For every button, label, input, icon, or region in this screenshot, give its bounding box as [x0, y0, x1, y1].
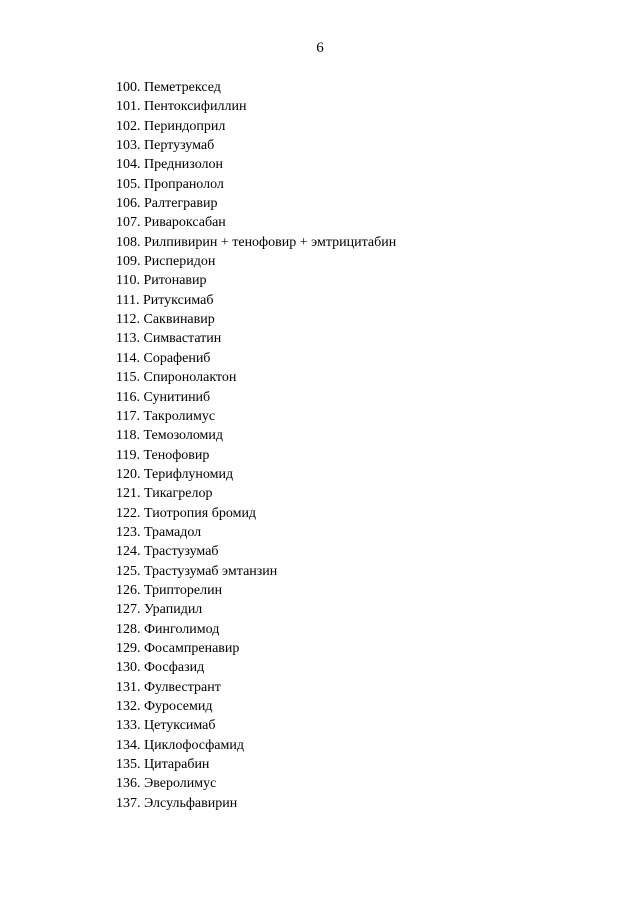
list-item-number: 107. — [116, 215, 141, 231]
list-item — [116, 523, 396, 542]
list-item — [116, 658, 396, 677]
list-item-drug-name: Трамадол — [144, 524, 202, 540]
page-number: 6 — [316, 40, 324, 56]
list-item-number: 105. — [116, 176, 141, 192]
list-item — [116, 78, 396, 97]
list-item-number: 124. — [116, 544, 141, 560]
list-item — [116, 175, 396, 194]
list-item — [116, 639, 396, 658]
list-item-number: 114. — [116, 350, 140, 366]
list-item-drug-name: Пропранолол — [144, 176, 224, 192]
list-item — [116, 678, 396, 697]
list-item-number: 118. — [116, 428, 140, 444]
list-item-drug-name: Трастузумаб эмтанзин — [144, 563, 278, 579]
list-item-number: 130. — [116, 660, 141, 676]
list-item-number: 121. — [116, 486, 141, 502]
list-item — [116, 368, 396, 387]
list-item-number: 119. — [116, 447, 140, 463]
list-item-number: 136. — [116, 776, 141, 792]
list-item — [116, 600, 396, 619]
list-item-number: 106. — [116, 196, 141, 212]
list-item — [116, 271, 396, 290]
list-item-drug-name: Рилпивирин + тенофовир + эмтрицитабин — [144, 234, 397, 250]
list-item-drug-name: Урапидил — [144, 602, 203, 618]
list-item-drug-name: Темозоломид — [143, 428, 224, 444]
list-item-number: 126. — [116, 582, 141, 598]
list-item-drug-name: Циклофосфамид — [144, 737, 244, 753]
list-item — [116, 97, 396, 116]
list-item-number: 131. — [116, 679, 141, 695]
list-item — [116, 465, 396, 484]
list-item-drug-name: Фулвестрант — [144, 679, 221, 695]
list-item-number: 123. — [116, 524, 141, 540]
list-item — [116, 213, 396, 232]
list-item-drug-name: Ривароксабан — [144, 215, 226, 231]
list-item-number: 111. — [116, 292, 140, 308]
list-item — [116, 329, 396, 348]
list-item-number: 112. — [116, 312, 140, 328]
list-item — [116, 349, 396, 368]
list-item-drug-name: Тикагрелор — [144, 486, 213, 502]
list-item-number: 103. — [116, 138, 141, 154]
list-item-number: 113. — [116, 331, 140, 347]
list-item — [116, 291, 396, 310]
list-item — [116, 620, 396, 639]
list-item-number: 120. — [116, 466, 141, 482]
list-item — [116, 484, 396, 503]
list-item-drug-name: Ралтегравир — [144, 196, 218, 212]
list-item-number: 129. — [116, 640, 141, 656]
list-item-drug-name: Цитарабин — [144, 757, 210, 773]
list-item — [116, 755, 396, 774]
list-item-number: 135. — [116, 757, 141, 773]
list-item — [116, 136, 396, 155]
list-item-drug-name: Элсульфавирин — [144, 795, 238, 811]
list-item — [116, 794, 396, 813]
list-item — [116, 310, 396, 329]
list-item — [116, 155, 396, 174]
list-item-drug-name: Финголимод — [144, 621, 220, 637]
list-item-number: 102. — [116, 118, 141, 134]
list-item-drug-name: Рисперидон — [144, 254, 216, 270]
list-item — [116, 233, 396, 252]
list-item-number: 128. — [116, 621, 141, 637]
list-item-drug-name: Пертузумаб — [144, 138, 215, 154]
list-item-number: 122. — [116, 505, 141, 521]
list-item-drug-name: Трипторелин — [144, 582, 223, 598]
list-item-number: 132. — [116, 699, 141, 714]
list-item-drug-name: Периндоприл — [144, 118, 226, 134]
list-item-drug-name: Фосампренавир — [144, 640, 240, 656]
list-item-drug-name: Фуросемид — [144, 699, 213, 714]
list-item — [116, 697, 396, 716]
list-item-drug-name: Симвастатин — [143, 331, 222, 347]
list-item — [116, 716, 396, 735]
list-item-number: 110. — [116, 273, 140, 289]
list-item-number: 101. — [116, 99, 141, 115]
list-item-number: 109. — [116, 254, 141, 270]
list-item — [116, 774, 396, 793]
list-item — [116, 194, 396, 213]
list-item — [116, 117, 396, 136]
list-item — [116, 736, 396, 755]
list-item-number: 117. — [116, 408, 140, 424]
list-item-number: 134. — [116, 737, 141, 753]
list-item-drug-name: Тиотропия бромид — [144, 505, 257, 521]
list-item-drug-name: Преднизолон — [144, 157, 223, 173]
list-item-drug-name: Эверолимус — [144, 776, 217, 792]
list-item — [116, 504, 396, 523]
list-item-drug-name: Сорафениб — [143, 350, 211, 366]
list-item-number: 115. — [116, 370, 140, 386]
list-item-drug-name: Фосфазид — [144, 660, 205, 676]
list-item-number: 108. — [116, 234, 141, 250]
list-item-number: 137. — [116, 795, 141, 811]
list-item — [116, 407, 396, 426]
list-item-drug-name: Ритонавир — [143, 273, 207, 289]
list-item-drug-name: Сунитиниб — [143, 389, 211, 405]
list-item-drug-name: Тенофовир — [143, 447, 210, 463]
list-item-number: 127. — [116, 602, 141, 618]
list-item-drug-name: Ритуксимаб — [142, 292, 214, 308]
list-item — [116, 446, 396, 465]
list-item — [116, 581, 396, 600]
list-item-drug-name: Цетуксимаб — [144, 718, 216, 734]
list-item-drug-name: Пентоксифиллин — [144, 99, 247, 115]
list-item-number: 100. — [116, 80, 141, 95]
list-item-drug-name: Пеметрексед — [144, 80, 221, 95]
list-item-number: 133. — [116, 718, 141, 734]
list-item — [116, 252, 396, 271]
list-item-drug-name: Саквинавир — [143, 312, 215, 328]
list-item-number: 125. — [116, 563, 141, 579]
list-item — [116, 426, 396, 445]
list-item-drug-name: Трастузумаб — [144, 544, 219, 560]
list-item-number: 116. — [116, 389, 140, 405]
list-item — [116, 388, 396, 407]
list-item-drug-name: Терифлуномид — [144, 466, 234, 482]
list-item — [116, 542, 396, 561]
list-item-number: 104. — [116, 157, 141, 173]
list-item — [116, 562, 396, 581]
list-item-drug-name: Спиронолактон — [143, 370, 237, 386]
list-item-drug-name: Такролимус — [143, 408, 216, 424]
drug-list — [116, 78, 396, 813]
